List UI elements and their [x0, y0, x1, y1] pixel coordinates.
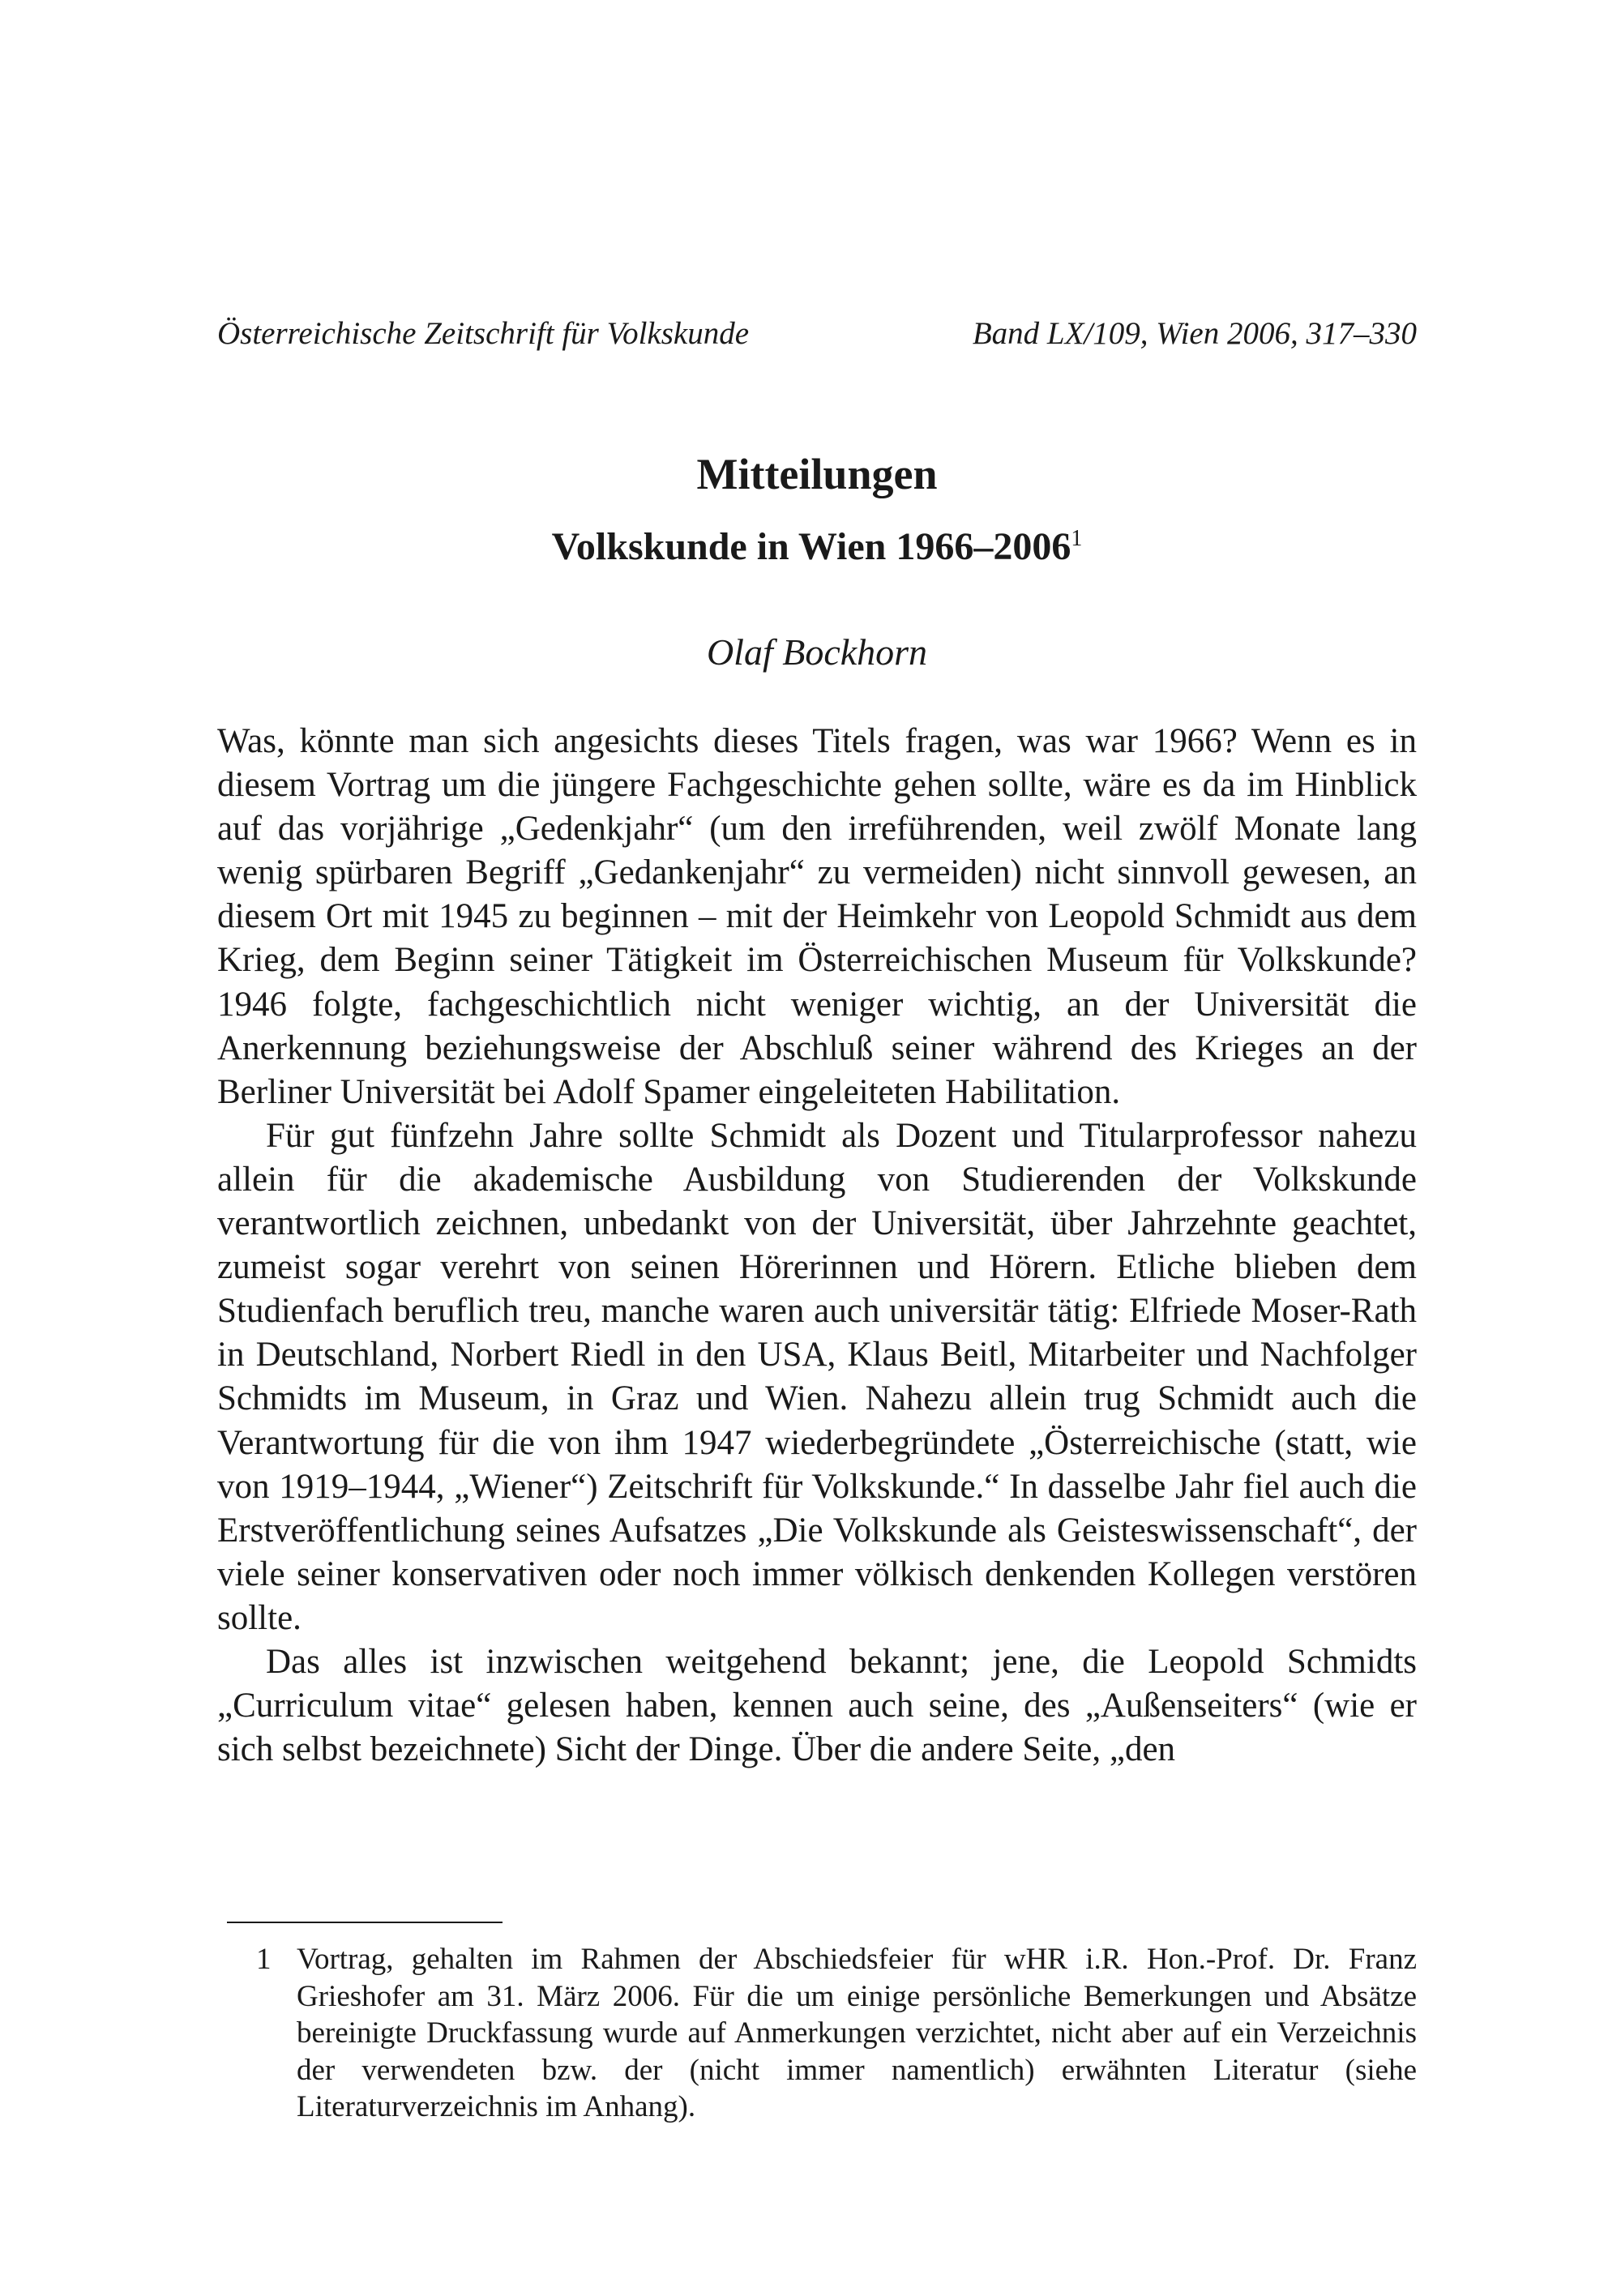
- footnote-reference: 1: [1071, 526, 1083, 551]
- article-title: [217, 515, 1417, 579]
- footnote: [256, 1941, 1417, 2126]
- paragraph: Das alles ist inzwischen weitgehend bekannt; jene, die Leopold Schmidts „Curriculum vitae“ gelesen haben, kennen auch seine, des „Außenseiters“ (wie er sich selbst bezeichnete) Sicht der Dinge. Über die andere Seite, „den: [217, 1642, 1417, 1769]
- article-title-text: Volkskunde in Wien 1966–2006: [551, 525, 1071, 568]
- author-name: Olaf Bockhorn: [706, 631, 928, 673]
- footnote-text: Vortrag, gehalten im Rahmen der Abschiedsfeier für wHR i.R. Hon.-Prof. Dr. Franz Grieshofer am 31. März 2006. Für die um einige persönliche Bemerkungen und Absätze bereinigte Druckfassung wurde auf Anmerkungen verzichtet, nicht aber auf ein Verzeichnis der verwendeten bzw. der (nicht immer namentlich) erwähnten Literatur (siehe Literaturverzeichnis im Anhang).: [297, 1943, 1417, 2123]
- footnotes: [256, 1941, 1417, 2126]
- footnote-divider: [227, 1922, 503, 1923]
- journal-name: Österreichische Zeitschrift für Volkskunde: [217, 316, 750, 351]
- paragraph: Was, könnte man sich angesichts dieses Titels fragen, was war 1966? Wenn es in diesem Vortrag um die jüngere Fachgeschichte gehen sollte, wäre es da im Hinblick auf das vorjährige „Gedenkjahr“ (um den irreführenden, weil zwölf Monate lang wenig spürbaren Begriff „Gedankenjahr“ zu vermeiden) nicht sinnvoll gewesen, an diesem Ort mit 1945 zu beginnen – mit der Heimkehr von Leopold Schmidt aus dem Krieg, dem Beginn seiner Tätigkeit im Österreichischen Museum für Volkskunde? 1946 folgte, fachgeschichtlich nicht weniger wichtig, an der Universität die Anerkennung beziehungsweise der Abschluß seiner während des Krieges an der Berliner Universität bei Adolf Spamer eingeleiteten Habilitation.: [217, 722, 1417, 1111]
- volume-info: Band LX/109, Wien 2006, 317–330: [972, 316, 1417, 351]
- footnote-number: 1: [256, 1943, 272, 1976]
- body-text: [217, 720, 1417, 1772]
- section-title: Mitteilungen: [696, 450, 938, 498]
- paragraph: Für gut fünfzehn Jahre sollte Schmidt als Dozent und Titularprofessor nahezu allein für die akademische Ausbildung von Studierenden der Volkskunde verantwortlich zeichnen, unbedankt von der Universität, über Jahrzehnte geachtet, zumeist sogar verehrt von seinen Hörerinnen und Hörern. Etliche blieben dem Studienfach beruflich treu, manche waren auch universitär tätig: Elfriede Moser-Rath in Deutschland, Norbert Riedl in den USA, Klaus Beitl, Mitarbeiter und Nachfolger Schmidts im Museum, in Graz und Wien. Nahezu allein trug Schmidt auch die Verantwortung für die von ihm 1947 wiederbegründete „Österreichische (statt, wie von 1919–1944, „Wiener“) Zeitschrift für Volkskunde.“ In dasselbe Jahr fiel auch die Erstveröffentlichung seines Aufsatzes „Die Volkskunde als Geisteswissenschaft“, der viele seiner konservativen oder noch immer völkisch denkenden Kollegen verstören sollte.: [217, 1116, 1417, 1637]
- running-head: [217, 310, 1417, 358]
